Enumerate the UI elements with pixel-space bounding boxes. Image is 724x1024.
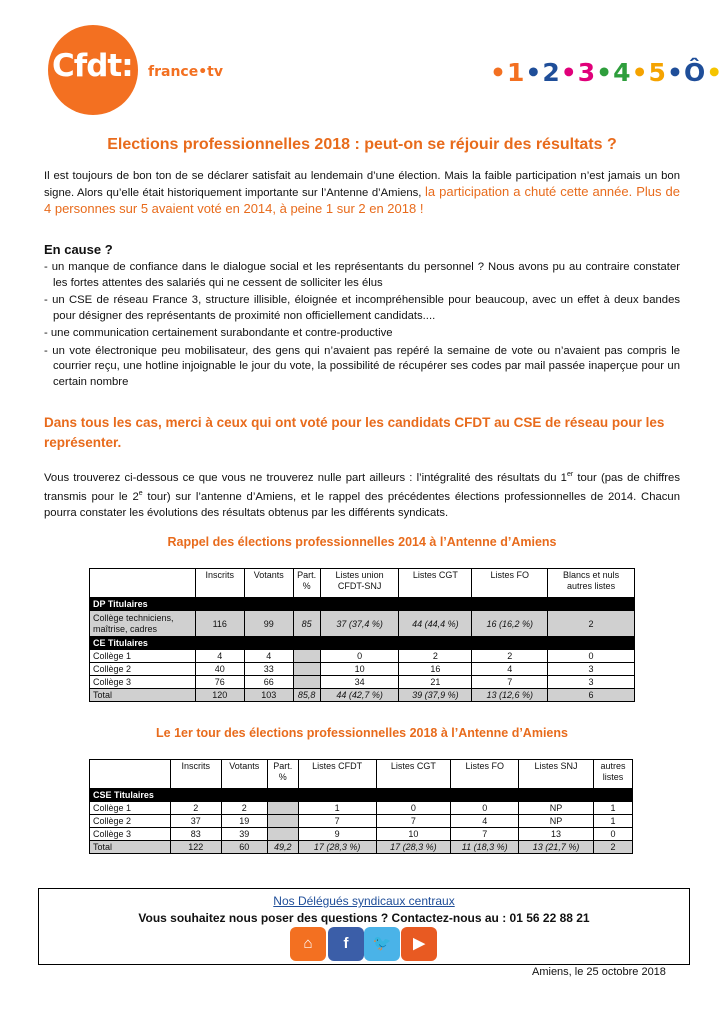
section-row: CSE Titulaires: [90, 789, 633, 802]
table-2018-title: Le 1er tour des élections professionnelles 2018 à l’Antenne d’Amiens: [156, 726, 568, 740]
results-table-2014: [89, 568, 635, 702]
intro-highlight: la participation a chuté cette année. Plus de 4 personnes sur 5 avaient voté en 2014, à peine 1 sur 2 en 2018 !: [44, 184, 680, 216]
logo-dot: •: [525, 58, 543, 87]
list-item: - une communication certainement surabondante et contre-productive: [44, 327, 393, 339]
table-header: Inscrits: [195, 569, 244, 598]
list-item: - un vote électronique peu mobilisateur, des gens qui n’avaient pas repéré la semaine de vote ou n’avaient pas compris le courrier reçu, une hotline injoignable le jour du vote, la possibilité de récupérer ses codes par mail passée inaperçue pour un certain nombre: [44, 344, 680, 388]
causes-list: [44, 260, 680, 392]
table-header: [90, 569, 196, 598]
logo-dot: •: [631, 58, 649, 87]
twitter-icon[interactable]: 🐦: [364, 927, 400, 961]
table-header: Votants: [221, 760, 267, 789]
logo-digit: 2: [542, 58, 561, 87]
logo-dot: •: [490, 58, 507, 87]
table-header: Blancs et nuls autres listes: [548, 569, 635, 598]
intro-paragraph: Il est toujours de bon ton de se déclarer satisfait au lendemain d’une élection. Mais la faible participation n’est jamais un bon signe. Alors qu’elle était historiquement importante sur l’Antenne d’Amiens, la participation a chuté cette année. Plus de 4 personnes sur 5 avaient voté en 2014, à peine 1 sur 2 en 2018 !: [44, 170, 680, 216]
results-intro: Vous trouverez ci-dessous ce que vous ne trouverez nulle part ailleurs : l’intégralité des résultats du 1er tour (pas de chiffres transmis pour le 2e tour) sur l’antenne d’Amiens, et le rappel des précédentes élections professionnelles de 2014. Chacun pourra constater les évolutions des résultats obtenus par les différents syndicats.: [44, 471, 680, 519]
table-header: Listes CFDT: [298, 760, 376, 789]
table-row: Collège 1 2 2 1 0 0 NP 1: [90, 802, 633, 815]
table-row: Collège 3 83 39 9 10 7 13 0: [90, 828, 633, 841]
table-2014-title: Rappel des élections professionnelles 2014 à l’Antenne d’Amiens: [167, 535, 557, 549]
table-header: Part. %: [267, 760, 298, 789]
logo-digit: 5: [648, 58, 667, 87]
logo-dot: •: [666, 58, 684, 87]
table-header: Inscrits: [170, 760, 221, 789]
table-header: Votants: [244, 569, 293, 598]
youtube-icon[interactable]: ▶: [401, 927, 437, 961]
table-row: Collège 2 40 33 10 16 4 3: [90, 663, 635, 676]
section-row: DP Titulaires: [90, 598, 635, 611]
logo-digit: Ô: [683, 58, 707, 87]
list-item: - un manque de confiance dans le dialogue social et les représentants du personnel ? Nous avons pu au contraire constater les fortes attentes des salariés qui ne cessent de solliciter les élus: [44, 261, 680, 289]
table-header: Listes SNJ: [519, 760, 594, 789]
logo-digit: 4: [613, 58, 632, 87]
delegates-link[interactable]: Nos Délégués syndicaux centraux: [273, 894, 455, 908]
logo-dot: •: [706, 58, 724, 87]
table-header: Part. %: [293, 569, 320, 598]
table-header: autres listes: [593, 760, 632, 789]
francetv-logo-text: france•tv: [148, 64, 223, 80]
table-header: [90, 760, 171, 789]
page-title: Elections professionnelles 2018 : peut-on se réjouir des résultats ?: [107, 136, 617, 153]
contact-question: Vous souhaitez nous poser des questions ? Contactez-nous au : 01 56 22 88 21: [138, 911, 590, 925]
results-table-2018: [89, 759, 633, 854]
cfdt-logo-text: Cfdt:: [52, 48, 133, 84]
facebook-icon[interactable]: f: [328, 927, 364, 961]
logo-dot: •: [560, 58, 578, 87]
home-icon[interactable]: ⌂: [290, 927, 326, 961]
table-row: Collège 1 4 4 0 2 2 0: [90, 650, 635, 663]
table-row: Collège techniciens, maîtrise, cadres 116 99 85 37 (37,4 %) 44 (44,4 %) 16 (16,2 %) 2: [90, 611, 635, 637]
section-row: CE Titulaires: [90, 637, 635, 650]
table-header: Listes union CFDT-SNJ: [320, 569, 399, 598]
channels-logo: [490, 58, 723, 87]
total-row: Total 120 103 85,8 44 (42,7 %) 39 (37,9 %) 13 (12,6 %) 6: [90, 689, 635, 702]
table-header: Listes FO: [451, 760, 519, 789]
table-header: Listes FO: [472, 569, 548, 598]
contact-box: [38, 888, 690, 965]
table-header: Listes CGT: [399, 569, 472, 598]
logo-digit: 3: [577, 58, 597, 87]
causes-heading: En cause ?: [44, 242, 113, 257]
logo-digit: 1: [506, 58, 526, 87]
total-row: Total 122 60 49,2 17 (28,3 %) 17 (28,3 %) 11 (18,3 %) 13 (21,7 %) 2: [90, 841, 633, 854]
table-row: Collège 3 76 66 34 21 7 3: [90, 676, 635, 689]
document-date: Amiens, le 25 octobre 2018: [532, 966, 666, 978]
table-row: Collège 2 37 19 7 7 4 NP 1: [90, 815, 633, 828]
list-item: - un CSE de réseau France 3, structure illisible, éloignée et incompréhensible pour beaucoup, avec un effet à deux bandes pour désigner des représentants de proximité non officiellement candidats....: [44, 294, 680, 322]
thanks-paragraph: Dans tous les cas, merci à ceux qui ont voté pour les candidats CFDT au CSE de réseau pour les représenter.: [44, 415, 665, 450]
logo-dot: •: [596, 58, 614, 87]
table-header: Listes CGT: [376, 760, 451, 789]
